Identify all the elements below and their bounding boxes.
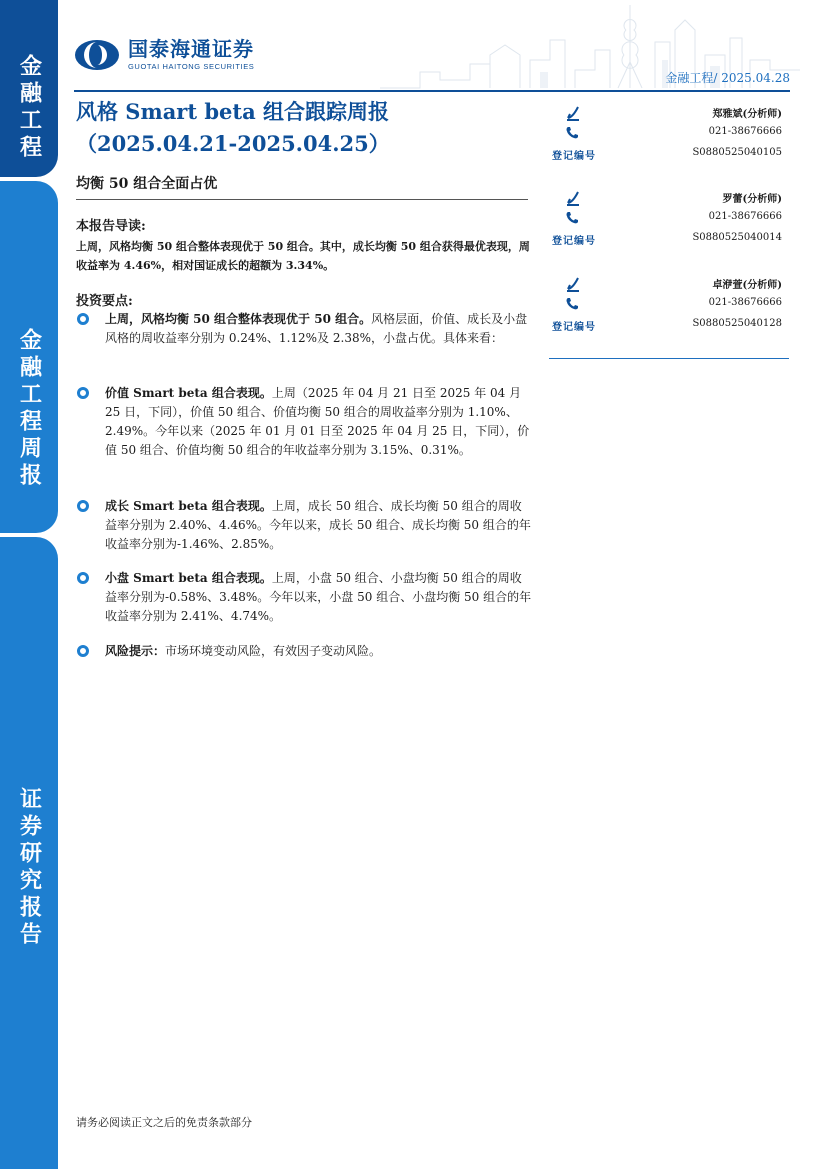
analyst-card: 郑雅斌(分析师) 021-38676666 登记编号 S0880525040105 [549, 105, 789, 175]
key-point-item: 风险提示：市场环境变动风险，有效因子变动风险。 [76, 642, 532, 661]
logo-mark-icon [74, 39, 120, 71]
report-category-date: 金融工程/ 2025.04.28 [665, 71, 790, 85]
disclaimer-note: 请务必阅读正文之后的免责条款部分 [76, 1116, 252, 1129]
phone-icon [565, 211, 579, 225]
bullet-icon [77, 500, 89, 512]
logo-english-name: GUOTAI HAITONG SECURITIES [128, 62, 255, 71]
key-point-item: 成长 Smart beta 组合表现。上周，成长 50 组合、成长均衡 50 组合的周收益率分别为 2.40%、4.46%。今年以来，成长 50 组合、成长均衡 50 组合的年收益率分别为-1.46%、2.85%。 [76, 497, 532, 554]
subtitle-divider [76, 199, 528, 200]
phone-icon [565, 297, 579, 311]
guide-heading: 本报告导读: [76, 219, 146, 234]
report-title: 风格 Smart beta 组合跟踪周报 [76, 99, 390, 124]
key-point-item: 价值 Smart beta 组合表现。上周（2025 年 04 月 21 日至 2025 年 04 月 25 日，下同），价值 50 组合、价值均衡 50 组合的周收益率分别为 1.10%、2.49%。今年以来（2025 年 01 月 01 日至 2025 年 04 月 25 日，下同），价值 50 组合、价值均衡 50 组合的年收益率分别为 3.15%、0.31%。 [76, 384, 532, 460]
key-points-heading: 投资要点: [76, 294, 133, 309]
phone-icon [565, 126, 579, 140]
header-divider [74, 90, 790, 92]
logo-chinese-name: 国泰海通证券 [128, 37, 254, 61]
pen-icon [565, 105, 581, 121]
sidebar-tab-financial-engineering: 金融工程 [0, 0, 58, 177]
key-point-item: 上周，风格均衡 50 组合整体表现优于 50 组合。风格层面，价值、成长及小盘风格的周收益率分别为 0.24%、1.12%及 2.38%，小盘占优。具体来看： [76, 310, 532, 348]
sidebar-tab-research-report: 证券研究报告 [0, 537, 58, 1169]
report-period: （2025.04.21-2025.04.25） [76, 131, 390, 156]
analyst-divider [549, 358, 789, 359]
bullet-icon [77, 313, 89, 325]
guide-summary: 上周，风格均衡 50 组合整体表现优于 50 组合。其中，成长均衡 50 组合获得最优表现，周收益率为 4.46%，相对国证成长的超额为 3.34%。 [76, 240, 530, 272]
pen-icon [565, 190, 581, 206]
key-point-item: 小盘 Smart beta 组合表现。上周，小盘 50 组合、小盘均衡 50 组合的周收益率分别为-0.58%、3.48%。今年以来，小盘 50 组合、小盘均衡 50 组合的年收益率分别为 2.41%、4.74%。 [76, 569, 532, 626]
analyst-card: 罗蕾(分析师) 021-38676666 登记编号 S0880525040014 [549, 190, 789, 260]
pen-icon [565, 276, 581, 292]
bullet-icon [77, 572, 89, 584]
company-logo [74, 38, 254, 71]
bullet-icon [77, 387, 89, 399]
report-subtitle: 均衡 50 组合全面占优 [76, 176, 218, 192]
bullet-icon [77, 645, 89, 657]
analyst-card: 卓洢萱(分析师) 021-38676666 登记编号 S0880525040128 [549, 276, 789, 346]
sidebar-tab-weekly-report: 金融工程周报 [0, 181, 58, 533]
